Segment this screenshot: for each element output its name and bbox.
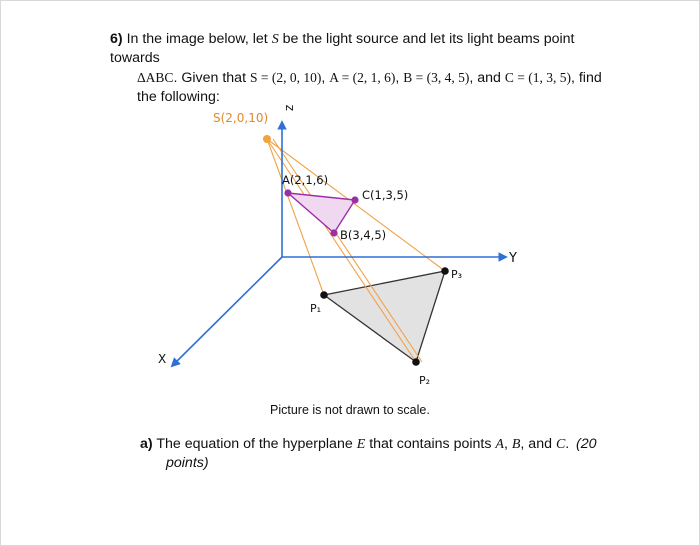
p2-label: P₂: [419, 374, 431, 387]
triangle-abc: [288, 193, 355, 233]
part-a-label: a): [140, 436, 153, 452]
axes: [172, 122, 506, 366]
part-a-symbol-b: B: [511, 437, 521, 452]
x-axis-label: X: [158, 352, 167, 366]
problem-line-2: ΔABC. Given that S = (2, 0, 10), A = (2, 1, 6), B = (3, 4, 5), and C = (1, 3, 5), find: [137, 70, 602, 86]
line1-text: In the image below, let: [126, 31, 268, 47]
points-word: points): [166, 455, 209, 471]
points-value: (20: [576, 436, 597, 452]
b-label: B(3,4,5): [340, 228, 387, 242]
symbol-e: E: [356, 437, 366, 452]
part-a-symbol-a: A: [495, 437, 504, 452]
c-equation: C = (1, 3, 5): [504, 70, 571, 85]
a-label: A(2,1,6): [282, 173, 329, 187]
triangle-label: ΔABC: [137, 70, 174, 85]
source-label: S(2,0,10): [213, 111, 269, 125]
a-equation: A = (2, 1, 6): [329, 70, 396, 85]
x-axis: [172, 257, 282, 366]
beam-s-p3: [267, 139, 445, 271]
point-b: [330, 229, 337, 236]
point-p2: [412, 358, 420, 366]
z-axis-label: z: [282, 104, 296, 111]
part-a-symbol-c: C: [555, 437, 566, 452]
point-c: [351, 196, 358, 203]
c-label: C(1,3,5): [362, 188, 409, 202]
part-a: [140, 435, 610, 473]
point-a: [284, 189, 291, 196]
and-word: , and: [469, 70, 501, 86]
point-p3: [441, 267, 449, 275]
figure-caption: Picture is not drawn to scale.: [270, 403, 430, 417]
point-p1: [320, 291, 328, 299]
part-a-period: .: [565, 436, 570, 452]
p1-label: P₁: [310, 302, 322, 315]
line1-rest: be the light source and let its light beams point towards: [110, 31, 575, 66]
source-point: [263, 135, 271, 143]
s-equation: S = (2, 0, 10): [249, 70, 322, 85]
shadow-triangle: [324, 271, 445, 362]
line2-mid: . Given that: [173, 70, 247, 86]
y-axis-label: Y: [509, 251, 517, 266]
problem-line-3: the following:: [137, 89, 220, 105]
find-word: , find: [570, 70, 602, 86]
symbol-s: S: [271, 32, 279, 47]
part-a-text-mid: that contains points: [369, 436, 492, 452]
p3-label: P₃: [451, 268, 463, 281]
part-a-text-before: The equation of the hyperplane: [156, 436, 353, 452]
part-a-line-1: a) The equation of the hyperplane E that contains points A, B, and C. (20: [140, 436, 597, 452]
b-equation: B = (3, 4, 5): [403, 70, 470, 85]
part-a-and-word: , and: [520, 436, 552, 452]
problem-number: 6): [110, 31, 123, 47]
